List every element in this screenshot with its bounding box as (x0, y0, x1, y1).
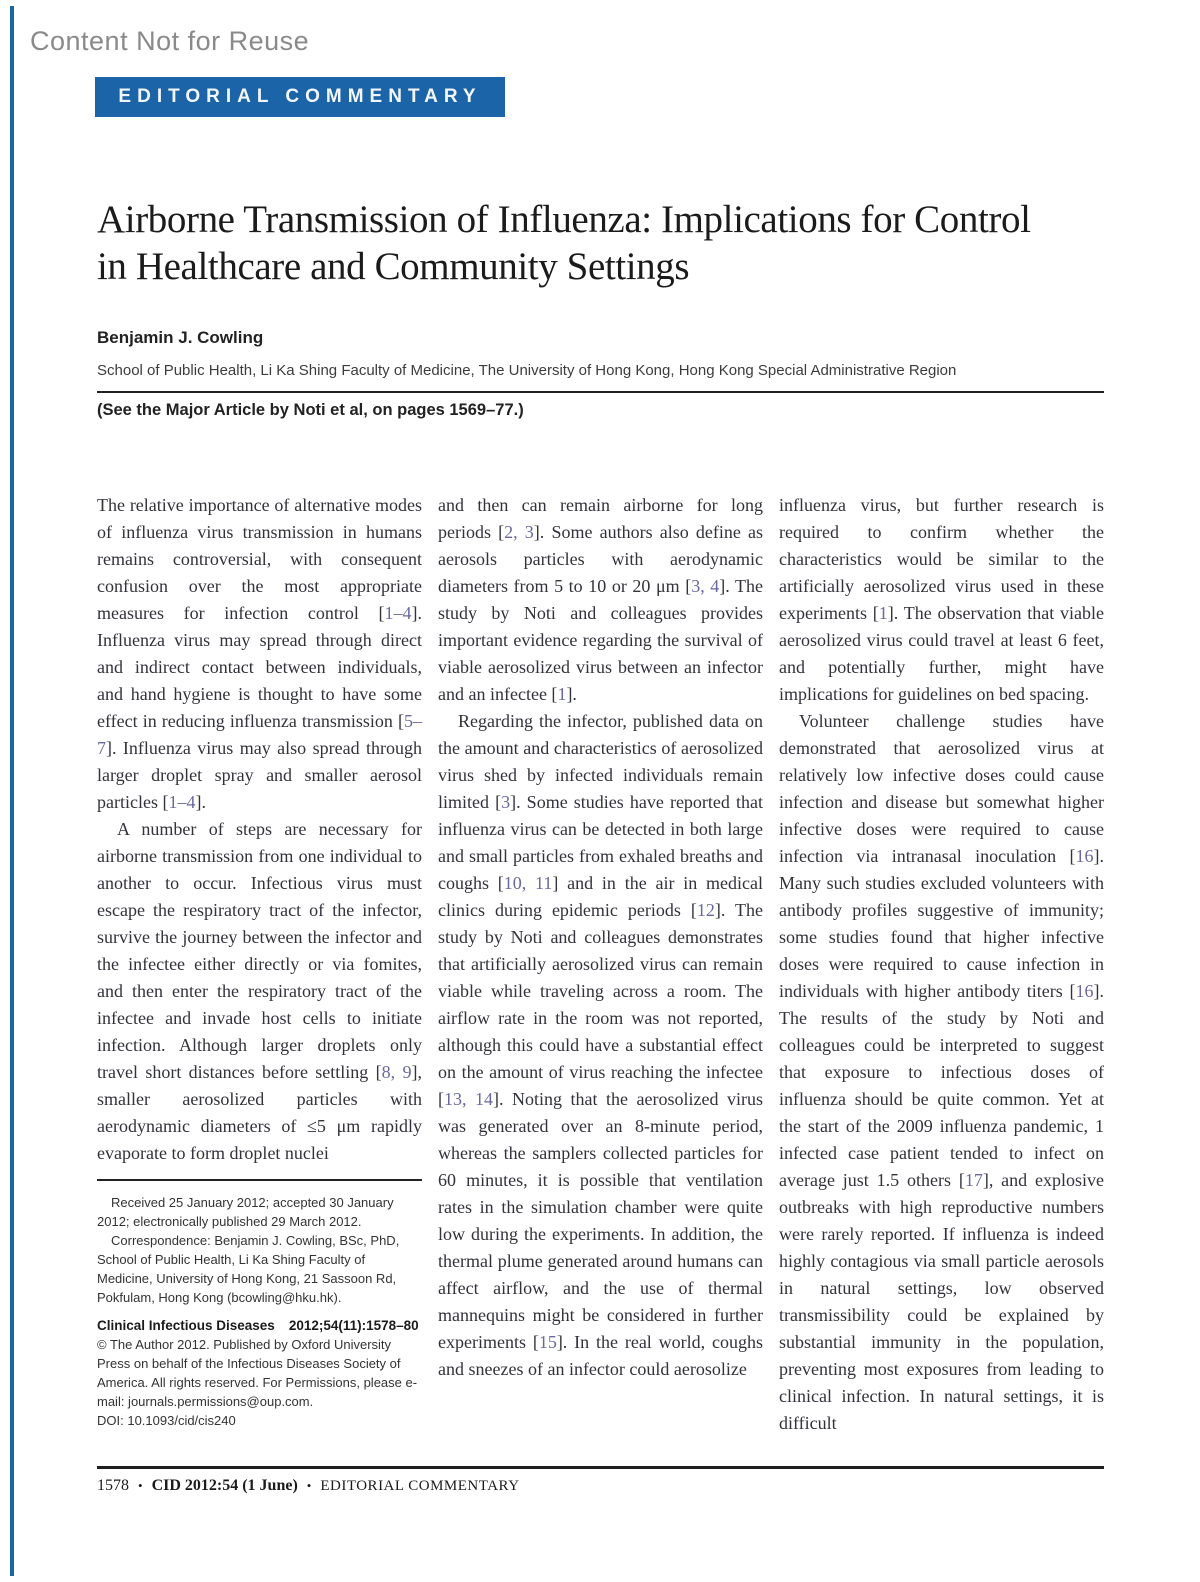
header-rule (97, 391, 1104, 393)
reference-link[interactable]: 16 (1075, 846, 1094, 866)
column-3 (779, 492, 1104, 1437)
bullet-separator: • (138, 1478, 143, 1493)
reference-link[interactable]: 2, 3 (504, 522, 534, 542)
article-title-line1: Airborne Transmission of Influenza: Implications for Control (97, 198, 1031, 241)
body-paragraph: A number of steps are necessary for airborne transmission from one individual to another to occur. Infectious virus must escape the respiratory tract of the infector, survive the journey between the infector and the infectee either directly or via fomites, and then enter the respiratory tract of the infectee and invade host cells to initiate infection. Although larger droplets only travel short distances before settling [8, 9], smaller aerosolized particles with aerodynamic diameters of ≤5 μm rapidly evaporate to form droplet nuclei (97, 819, 423, 1163)
page-footer (97, 1477, 520, 1495)
see-major-article-note: (See the Major Article by Noti et al, on pages 1569–77.) (97, 401, 524, 419)
reference-link[interactable]: 5–7 (97, 711, 422, 758)
journal-citation (97, 1316, 422, 1335)
reference-link[interactable]: 1–4 (384, 603, 412, 623)
column-1 (97, 492, 422, 1437)
page-edge-line (10, 6, 14, 1576)
reference-link[interactable]: 1 (878, 603, 888, 623)
reference-link[interactable]: 1–4 (168, 792, 196, 812)
body-paragraph: and then can remain airborne for long periods [2, 3]. Some authors also define as aerosols particles with aerodynamic diameters from 5 to 10 or 20 μm [3, 4]. The study by Noti and colleagues provides important evidence regarding the survival of viable aerosolized virus between an infector and an infectee [1]. (438, 495, 764, 704)
body-paragraph: The relative importance of alternative modes of influenza virus transmission in humans remains controversial, with consequent confusion over the most appropriate measures for infection control [1–4]. Influenza virus may spread through direct and indirect contact between individuals, and hand hygiene is thought to have some effect in reducing influenza transmission [5–7]. Influenza virus may also spread through larger droplet spray and smaller aerosol particles [1–4]. (97, 495, 422, 812)
body-paragraph: influenza virus, but further research is required to confirm whether the characteristics would be similar to the artificially aerosolized virus used in these experiments [1]. The observation that viable aerosolized virus could travel at least 6 feet, and potentially further, might have implications for guidelines on bed spacing. (779, 495, 1104, 704)
author-affiliation: School of Public Health, Li Ka Shing Faculty of Medicine, The University of Hong Kong, Hong Kong Special Administrative Region (97, 362, 957, 379)
reference-link[interactable]: 3, 4 (691, 576, 720, 596)
article-title (97, 196, 1127, 290)
body-paragraph: Regarding the infector, published data on the amount and characteristics of aerosolized virus shed by infected individuals remain limited [3]. Some studies have reported that influenza virus can be detected in both large and small particles from exhaled breaths and coughs [10, 11] and in the air in medical clinics during epidemic periods [12]. The study by Noti and colleagues demonstrates that artificially aerosolized virus can remain viable while traveling across a room. The airflow rate in the room was not reported, although this could have a substantial effect on the amount of virus reaching the infectee [13, 14]. Noting that the aerosolized virus was generated over an 8-minute period, whereas the samplers collected particles for 60 minutes, it is possible that ventilation rates in the simulation chamber were quite low during the experiments. In addition, the thermal plume generated around humans can affect airflow, and the use of thermal mannequins might be considered in further experiments [15]. In the real world, coughs and sneezes of an infector could aerosolize (438, 711, 764, 1379)
article-body (97, 492, 1105, 1437)
footer-rule (97, 1466, 1104, 1469)
doi-line: DOI: 10.1093/cid/cis240 (97, 1413, 236, 1428)
footnote-received: Received 25 January 2012; accepted 30 January 2012; electronically published 29 March 2012. (97, 1195, 394, 1229)
footer-page-number: 1578 (97, 1477, 129, 1494)
reference-link[interactable]: 8, 9 (381, 1062, 412, 1082)
reference-link[interactable]: 16 (1075, 981, 1094, 1001)
footer-section-label: EDITORIAL COMMENTARY (320, 1477, 520, 1494)
reference-link[interactable]: 12 (696, 900, 715, 920)
journal-citation-detail: 2012;54(11):1578–80 (288, 1318, 419, 1333)
body-paragraph: Volunteer challenge studies have demonstrated that aerosolized virus at relatively low infective doses could cause infection and disease but somewhat higher infective doses were required to cause infection via intranasal inoculation [16]. Many such studies excluded volunteers with antibody profiles suggestive of immunity; some studies found that higher infective doses were required to cause infection in individuals with higher antibody titers [16]. The results of the study by Noti and colleagues could be interpreted to suggest that exposure to infectious doses of influenza should be quite common. Yet at the start of the 2009 influenza pandemic, 1 infected case patient tended to infect on average just 1.5 others [17], and explosive outbreaks with high reproductive numbers were rarely reported. If influenza is indeed highly contagious via small particle aerosols in natural settings, low observed transmissibility could be explained by substantial immunity in the population, preventing most exposures from leading to clinical infection. In natural settings, it is difficult (779, 711, 1104, 1433)
article-title-line2: in Healthcare and Community Settings (97, 245, 690, 288)
section-banner (95, 77, 505, 117)
reference-link[interactable]: 15 (538, 1332, 557, 1352)
footer-journal-ref: CID 2012:54 (1 June) (151, 1477, 298, 1494)
copyright-notice: © The Author 2012. Published by Oxford University Press on behalf of the Infectious Diseases Society of America. All rights reserved. For Permissions, please e-mail: journals.permissions@oup.com. (97, 1337, 418, 1409)
reference-link[interactable]: 1 (557, 684, 567, 704)
footnote-block (97, 1179, 422, 1430)
watermark-text: Content Not for Reuse (30, 26, 310, 56)
reference-link[interactable]: 17 (964, 1170, 983, 1190)
bullet-separator: • (306, 1478, 312, 1493)
reference-link[interactable]: 3 (501, 792, 511, 812)
reference-link[interactable]: 13, 14 (444, 1089, 494, 1109)
footnote-correspondence: Correspondence: Benjamin J. Cowling, BSc, PhD, School of Public Health, Li Ka Shing Faculty of Medicine, University of Hong Kong, 21 Sassoon Rd, Pokfulam, Hong Kong (bcowling@hku.hk). (97, 1233, 400, 1305)
reference-link[interactable]: 10, 11 (503, 873, 553, 893)
author-name: Benjamin J. Cowling (97, 328, 264, 347)
section-banner-label: EDITORIAL COMMENTARY (118, 86, 482, 107)
column-2 (438, 492, 763, 1437)
journal-name: Clinical Infectious Diseases (97, 1318, 275, 1333)
